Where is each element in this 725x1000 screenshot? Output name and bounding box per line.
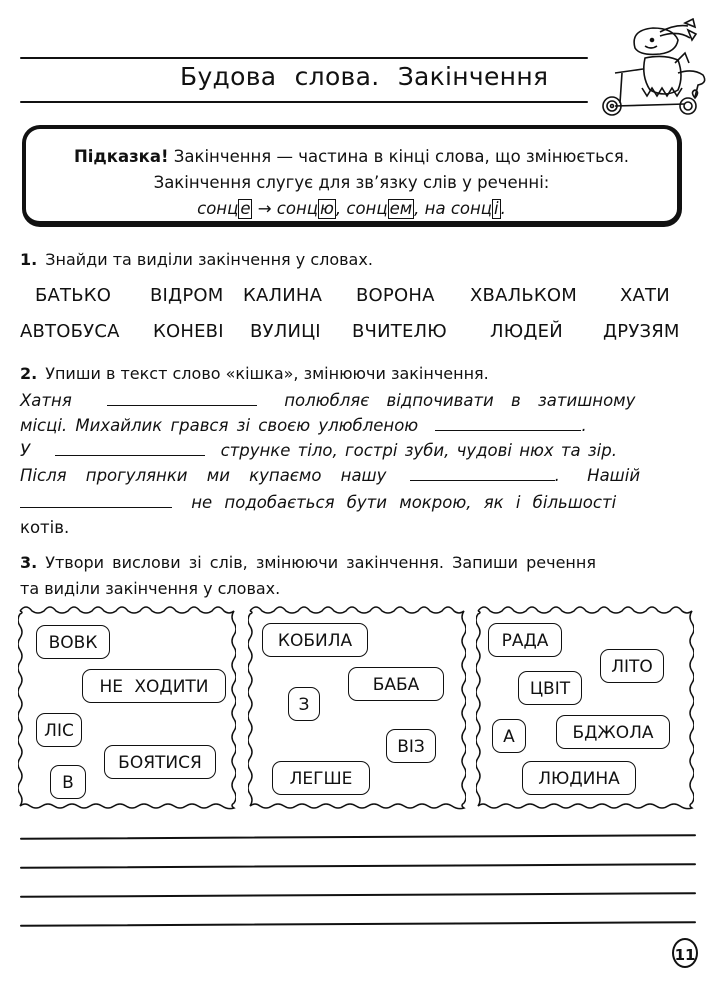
blank-field[interactable]	[20, 506, 172, 508]
word-group-1	[18, 605, 236, 810]
word[interactable]: ВЧИТЕЛЮ	[352, 321, 447, 342]
word-chip[interactable]: БАБА	[348, 667, 444, 701]
example-stem: сонц	[276, 199, 318, 218]
header-rule-top	[20, 57, 588, 59]
task-text: Упиши в текст слово «кішка», змінюючи закінчення.	[45, 364, 489, 383]
answer-line[interactable]	[20, 834, 696, 840]
task-number: 1.	[20, 250, 38, 269]
text-line	[20, 391, 710, 410]
word-chip[interactable]: А	[492, 719, 526, 753]
word-chip[interactable]: В	[50, 765, 86, 799]
answer-line[interactable]	[20, 921, 696, 927]
text-fragment: струнке тіло, гострі зуби, чудові нюх та зір.	[220, 441, 617, 460]
comma: ,	[335, 199, 342, 218]
text-fragment: не подобається бути мокрою, як і більшості	[191, 493, 617, 512]
comma: ,	[414, 199, 420, 218]
word[interactable]: ВІДРОМ	[150, 285, 224, 306]
word[interactable]: ДРУЗЯМ	[603, 321, 680, 342]
period: .	[500, 199, 506, 218]
hint-box	[22, 125, 682, 227]
word[interactable]: ВОРОНА	[356, 285, 435, 306]
example-stem: сонц	[346, 199, 388, 218]
blank-field[interactable]	[107, 404, 257, 406]
word-chip[interactable]: ЛІС	[36, 713, 82, 747]
header-rule-bottom	[20, 101, 588, 103]
dragon-on-scooter-icon	[590, 18, 715, 118]
blank-field[interactable]	[435, 429, 581, 431]
word[interactable]: АВТОБУСА	[20, 321, 120, 342]
word-chip[interactable]: БДЖОЛА	[556, 715, 670, 749]
task-3-instruction-line-2: та виділи закінчення у словах.	[20, 579, 281, 598]
word-chip[interactable]: ЛЮДИНА	[522, 761, 636, 795]
text-line	[20, 466, 710, 485]
word-chip[interactable]: ЛІТО	[600, 649, 664, 683]
word-group-3	[476, 605, 694, 810]
text-fragment: . Нашій	[554, 466, 641, 485]
hint-text-1: Закінчення — частина в кінці слова, що змінюється.	[173, 147, 630, 166]
hint-line-1	[26, 147, 677, 166]
example-stem: сонц	[197, 199, 239, 218]
word-chip[interactable]: НЕ ХОДИТИ	[82, 669, 226, 703]
example-stem: сонц	[450, 199, 493, 218]
answer-line[interactable]	[20, 892, 696, 898]
ending-box: і	[494, 199, 499, 218]
word-chip[interactable]: КОБИЛА	[262, 623, 368, 657]
ending-box: е	[240, 199, 251, 218]
text-fragment: Після прогулянки ми купаємо нашу	[20, 466, 387, 485]
text-fragment: місці. Михайлик грався зі своєю улюбленою	[20, 416, 419, 435]
page-title: Будова слова. Закінчення	[180, 62, 549, 91]
word[interactable]: ХВАЛЬКОМ	[470, 285, 577, 306]
word[interactable]: КОНЕВІ	[153, 321, 224, 342]
word[interactable]: ЛЮДЕЙ	[490, 321, 563, 342]
task-3-instruction	[20, 553, 596, 572]
text-fragment: У	[20, 441, 31, 460]
task-text: Утвори вислови зі слів, змінюючи закінчення. Запиши речення	[45, 553, 596, 572]
arrow-icon: →	[257, 199, 272, 218]
word[interactable]: БАТЬКО	[35, 285, 112, 306]
task-2-instruction	[20, 364, 489, 383]
word-chip[interactable]: РАДА	[488, 623, 562, 657]
word-chip[interactable]: ЛЕГШЕ	[272, 761, 370, 795]
text-line: котів.	[20, 518, 70, 537]
word[interactable]: КАЛИНА	[243, 285, 323, 306]
blank-field[interactable]	[410, 479, 555, 481]
task-1-instruction	[20, 250, 373, 269]
text-fragment: полюбляє відпочивати в затишному	[284, 391, 636, 410]
ending-box: ю	[319, 199, 334, 218]
word-chip[interactable]: ВІЗ	[386, 729, 436, 763]
text-line	[20, 493, 710, 512]
word[interactable]: ХАТИ	[620, 285, 670, 306]
word-chip[interactable]: ВОВК	[36, 625, 110, 659]
task-text: Знайди та виділи закінчення у словах.	[45, 250, 373, 269]
hint-line-2: Закінчення слугує для зв’язку слів у реченні:	[153, 173, 550, 192]
task-number: 3.	[20, 553, 38, 572]
ending-box: ем	[389, 199, 413, 218]
word[interactable]: ВУЛИЦІ	[250, 321, 321, 342]
task-number: 2.	[20, 364, 38, 383]
blank-field[interactable]	[55, 454, 205, 456]
word-chip[interactable]: З	[288, 687, 320, 721]
page-number: 11	[672, 938, 698, 968]
word-chip[interactable]: БОЯТИСЯ	[104, 745, 216, 779]
text-fragment: Хатня	[20, 391, 72, 410]
hint-example	[26, 199, 677, 219]
text-line	[20, 441, 710, 460]
text-fragment: .	[581, 416, 587, 435]
word-group-2	[248, 605, 466, 810]
example-preposition: на	[424, 199, 446, 218]
text-line	[20, 416, 710, 435]
answer-line[interactable]	[20, 863, 696, 869]
hint-label: Підказка!	[73, 147, 169, 166]
word-chip[interactable]: ЦВІТ	[518, 671, 582, 705]
